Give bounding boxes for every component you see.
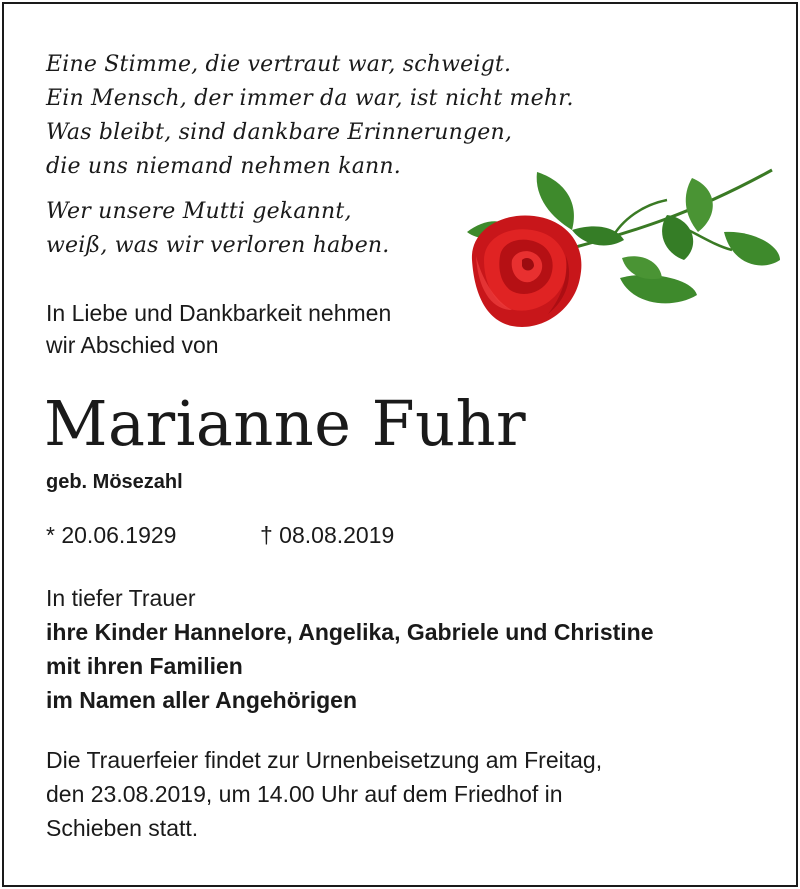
mourners-line: im Namen aller Angehörigen (46, 687, 357, 713)
poem-line: weiß, was wir verloren haben. (46, 233, 390, 258)
maiden-name: geb. Mösezahl (46, 471, 183, 493)
farewell-intro (46, 297, 391, 361)
death-date: † 08.08.2019 (260, 522, 395, 548)
life-dates (46, 522, 395, 549)
funeral-notice-line: den 23.08.2019, um 14.00 Uhr auf dem Friedhof in (46, 781, 563, 807)
rose-icon (462, 160, 784, 340)
deceased-name: Marianne Fuhr (44, 387, 527, 460)
mourners (46, 581, 654, 717)
poem-line: Eine Stimme, die vertraut war, schweigt. (46, 52, 512, 77)
poem-line: Wer unsere Mutti gekannt, (46, 199, 352, 224)
birth-date: * 20.06.1929 (46, 522, 177, 548)
funeral-notice-line: Schieben statt. (46, 815, 199, 841)
mourners-line: ihre Kinder Hannelore, Angelika, Gabriele und Christine (46, 619, 654, 645)
poem-line: Was bleibt, sind dankbare Erinnerungen, (46, 120, 513, 145)
poem-line: die uns niemand nehmen kann. (46, 154, 401, 179)
farewell-intro-line: In Liebe und Dankbarkeit nehmen (46, 300, 392, 326)
mourners-line: mit ihren Familien (46, 653, 243, 679)
mourners-intro: In tiefer Trauer (46, 585, 196, 611)
funeral-notice (46, 743, 602, 845)
farewell-intro-line: wir Abschied von (46, 332, 219, 358)
poem-line: Ein Mensch, der immer da war, ist nicht mehr. (46, 86, 574, 111)
funeral-notice-line: Die Trauerfeier findet zur Urnenbeisetzung am Freitag, (46, 747, 603, 773)
